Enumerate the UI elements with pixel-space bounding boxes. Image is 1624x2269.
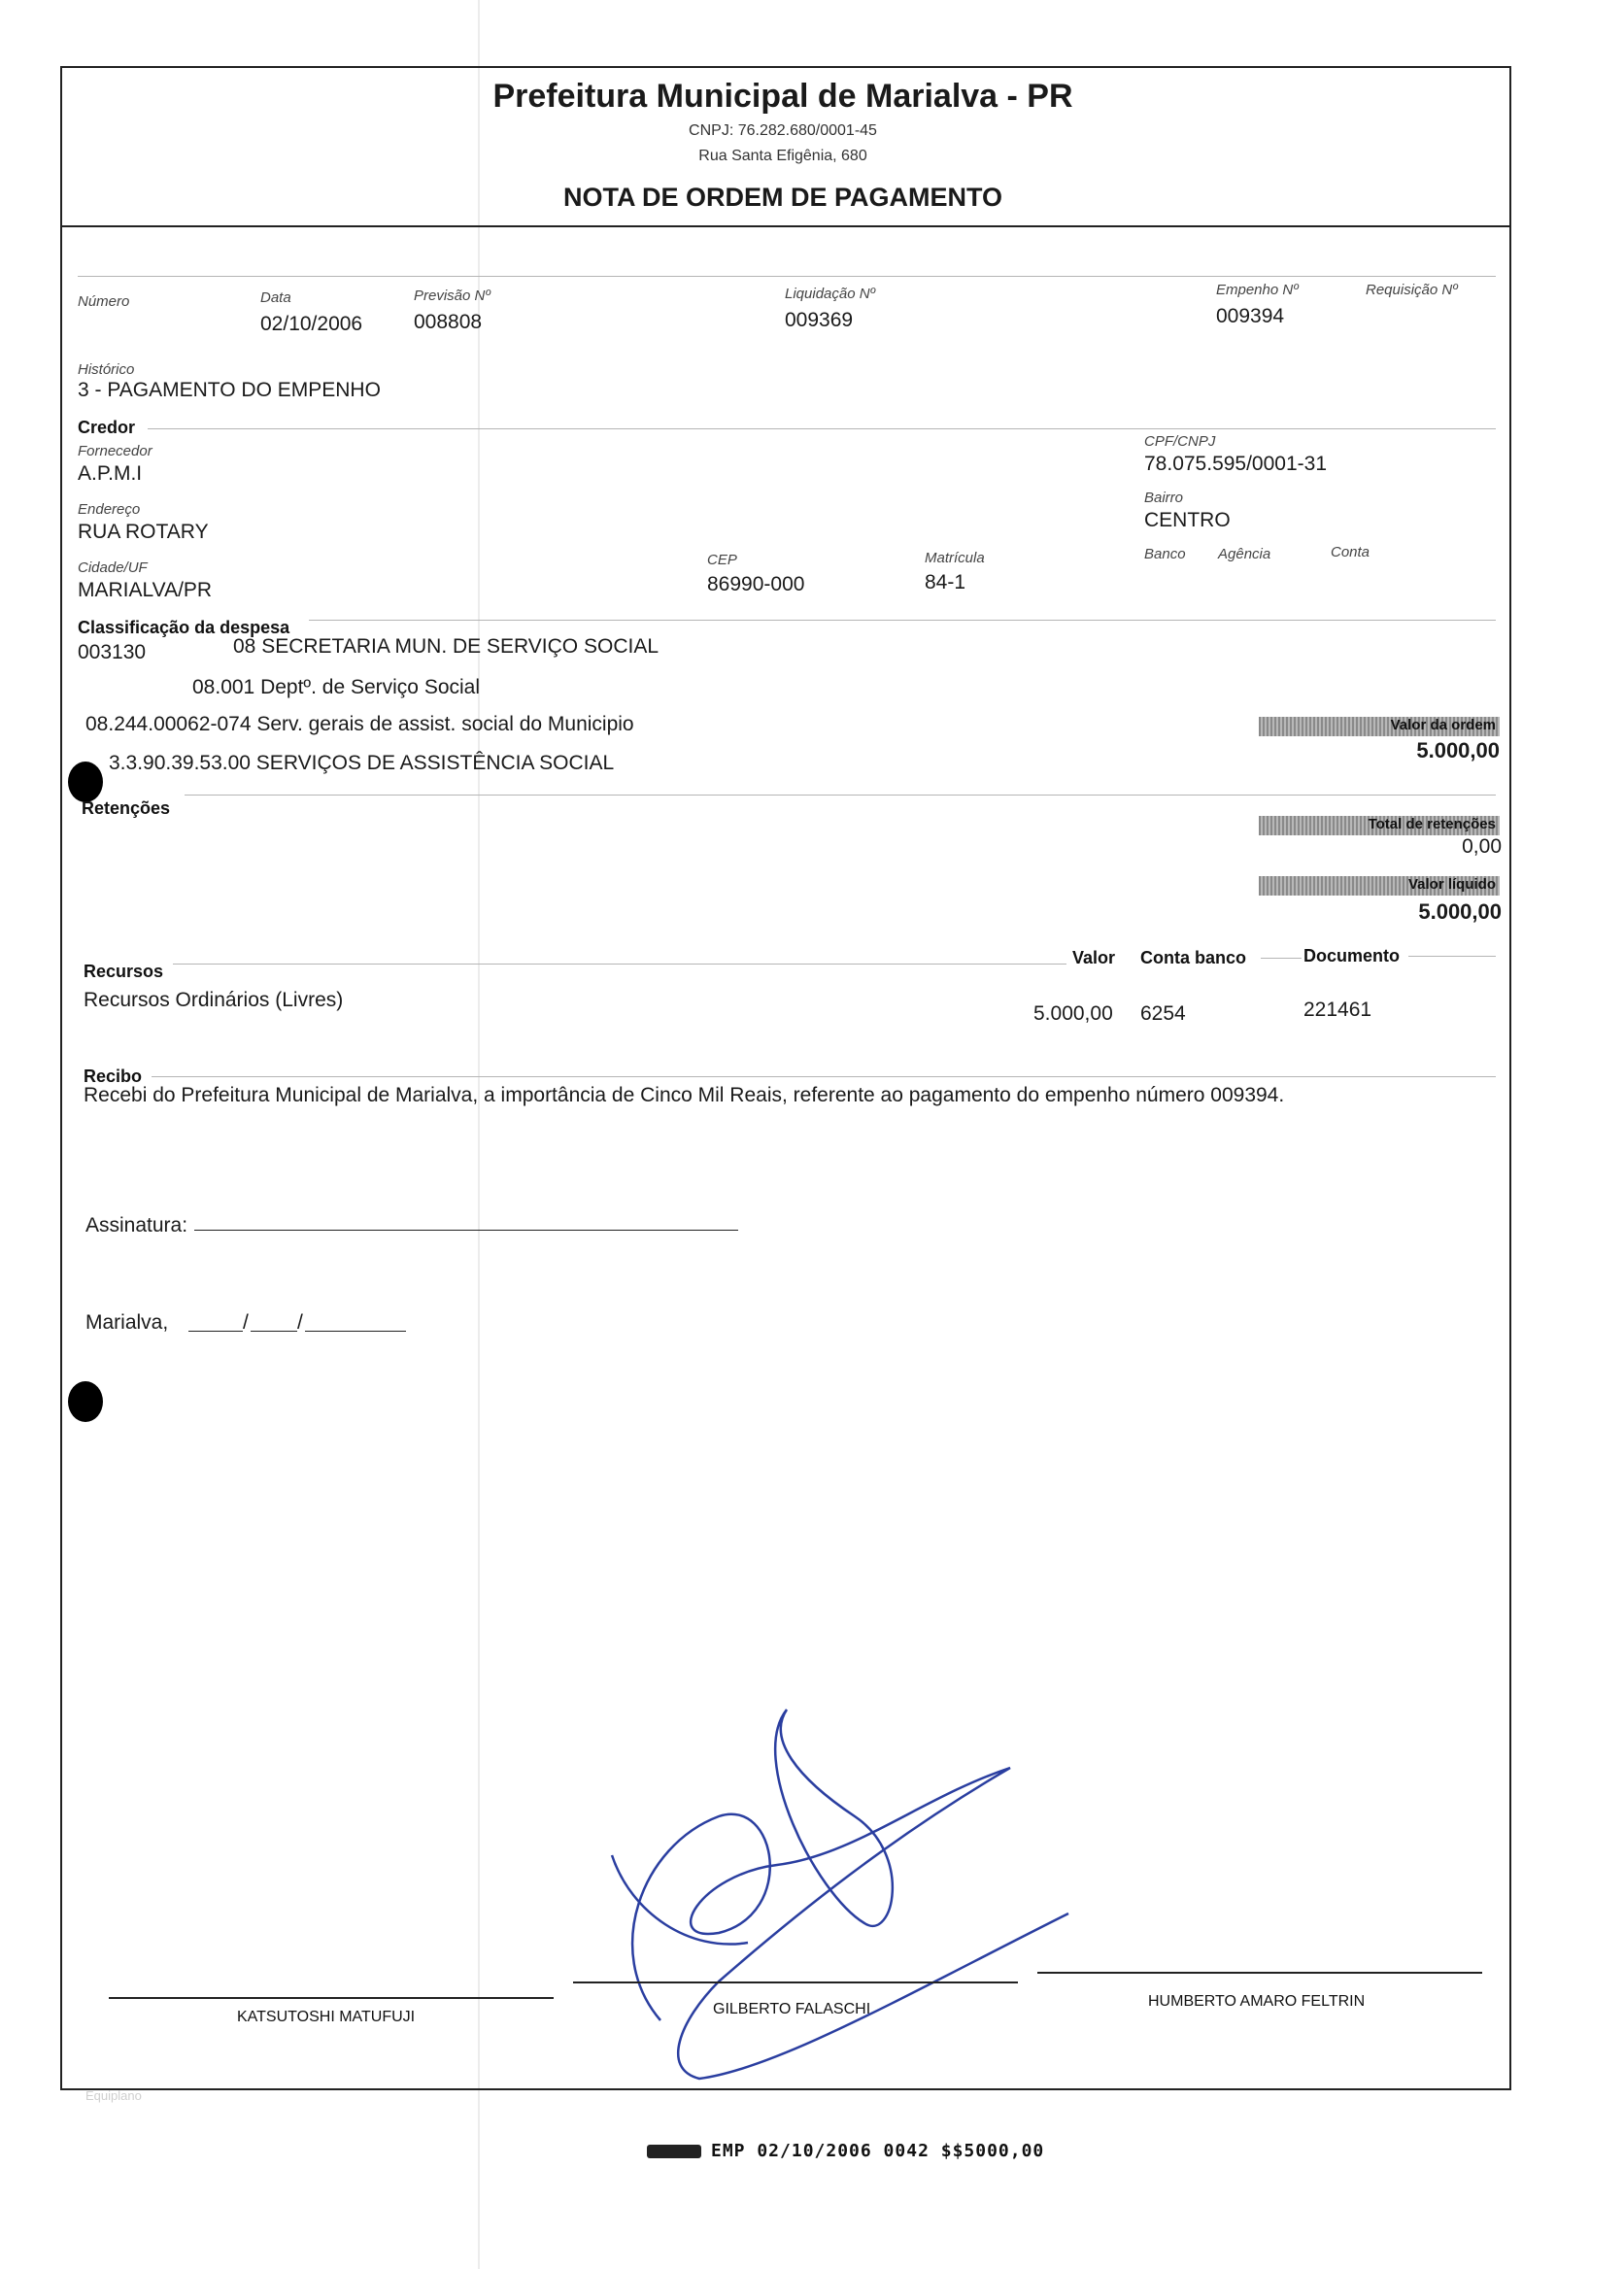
recursos-fonte: Recursos Ordinários (Livres) (84, 989, 344, 1011)
valor-ordem-label-bar (1259, 717, 1500, 736)
bairro-value: CENTRO (1144, 509, 1231, 531)
local-label: Marialva, (85, 1311, 169, 1334)
recursos-conta: 6254 (1140, 1002, 1186, 1025)
recursos-valor: 5.000,00 (1033, 1002, 1113, 1025)
equiplano-watermark: Equiplano (85, 2088, 142, 2103)
signatory-center: GILBERTO FALASCHI (713, 2001, 871, 2017)
liquidacao-value: 009369 (785, 309, 854, 331)
matricula-value: 84-1 (925, 571, 966, 593)
cep-label: CEP (707, 552, 737, 568)
date-day-line (188, 1331, 243, 1332)
cep-value: 86990-000 (707, 573, 805, 595)
header-address: Rua Santa Efigênia, 680 (698, 148, 867, 164)
recursos-divider (173, 964, 1066, 965)
recursos-header-divider-2 (1408, 956, 1496, 957)
recibo-section-title: Recibo (84, 1067, 143, 1086)
cpf-cnpj-label: CPF/CNPJ (1144, 433, 1216, 450)
historico-label: Histórico (78, 361, 135, 378)
classificacao-code: 003130 (78, 641, 147, 663)
matricula-label: Matrícula (925, 550, 985, 566)
conta-label: Conta (1331, 544, 1370, 560)
liquidacao-label: Liquidação Nº (785, 286, 876, 302)
credor-section-title: Credor (78, 418, 136, 437)
date-year-line (305, 1331, 406, 1332)
retencoes-divider (185, 795, 1496, 796)
retencoes-label: Total de retenções (1368, 816, 1496, 832)
elemento-line: 3.3.90.39.53.00 SERVIÇOS DE ASSISTÊNCIA SOCIAL (109, 752, 615, 774)
previsao-value: 008808 (414, 311, 483, 333)
recursos-valor-header: Valor (1072, 948, 1116, 967)
date-slash-1: / (243, 1311, 249, 1334)
classificacao-divider (309, 620, 1496, 621)
fornecedor-label: Fornecedor (78, 443, 152, 459)
requisicao-label: Requisição Nº (1366, 282, 1458, 298)
header-cnpj: CNPJ: 76.282.680/0001-45 (689, 122, 877, 139)
retencoes-label-bar (1259, 816, 1500, 835)
assinatura-label: Assinatura: (85, 1214, 188, 1236)
endereco-value: RUA ROTARY (78, 521, 209, 543)
classificacao-section-title: Classificação da despesa (78, 618, 290, 637)
valor-ordem-value: 5.000,00 (1416, 738, 1500, 762)
previsao-label: Previsão Nº (414, 288, 491, 304)
document-title: NOTA DE ORDEM DE PAGAMENTO (562, 183, 1002, 212)
bairro-label: Bairro (1144, 490, 1184, 506)
handwritten-signature (602, 1700, 1088, 2108)
data-value: 02/10/2006 (260, 313, 363, 335)
stamp-logo-icon (647, 2145, 701, 2158)
empenho-label: Empenho Nº (1216, 282, 1299, 298)
signature-line-center (573, 1981, 1018, 1983)
cpf-cnpj-value: 78.075.595/0001-31 (1144, 453, 1328, 475)
fornecedor-value: A.P.M.I (78, 462, 143, 485)
mechanical-stamp (647, 2141, 1044, 2161)
valor-ordem-label: Valor da ordem (1390, 717, 1496, 733)
punch-hole-mark (68, 762, 103, 802)
credor-divider (148, 428, 1496, 429)
liquido-value: 5.000,00 (1418, 899, 1502, 924)
historico-value: 3 - PAGAMENTO DO EMPENHO (78, 379, 381, 401)
retencoes-section-title: Retenções (82, 798, 171, 818)
recibo-text: Recebi do Prefeitura Municipal de Marialva, a importância de Cinco Mil Reais, referente ao pagamento do empenho número 009394. (84, 1084, 1285, 1106)
date-slash-2: / (297, 1311, 303, 1334)
banco-label: Banco (1144, 546, 1186, 562)
departamento-line: 08.001 Deptº. de Serviço Social (192, 676, 481, 698)
empenho-value: 009394 (1216, 305, 1285, 327)
recursos-documento: 221461 (1303, 999, 1372, 1021)
page-title: Prefeitura Municipal de Marialva - PR (492, 78, 1073, 115)
liquido-label-bar (1259, 876, 1500, 896)
signature-line-left (109, 1997, 554, 1999)
signatory-right: HUMBERTO AMARO FELTRIN (1148, 1993, 1366, 2010)
cidade-value: MARIALVA/PR (78, 579, 213, 601)
retencoes-value: 0,00 (1462, 835, 1502, 858)
numero-label: Número (78, 293, 130, 310)
liquido-label: Valor líquido (1407, 876, 1496, 893)
recursos-documento-header: Documento (1303, 946, 1400, 965)
signature-line-right (1037, 1972, 1482, 1974)
secretaria-line: 08 SECRETARIA MUN. DE SERVIÇO SOCIAL (233, 635, 660, 658)
programa-line: 08.244.00062-074 Serv. gerais de assist. social do Municipio (85, 713, 634, 735)
recursos-header-divider (1261, 958, 1302, 959)
endereco-label: Endereço (78, 501, 141, 518)
stamp-text: EMP 02/10/2006 0042 $$5000,00 (711, 2141, 1045, 2161)
assinatura-line (194, 1230, 738, 1231)
agencia-label: Agência (1218, 546, 1271, 562)
header-divider (60, 225, 1509, 227)
data-label: Data (260, 289, 291, 306)
recursos-section-title: Recursos (84, 962, 164, 981)
recursos-conta-header: Conta banco (1140, 948, 1247, 967)
cidade-label: Cidade/UF (78, 559, 148, 576)
ids-divider (78, 276, 1496, 277)
recibo-divider (152, 1076, 1496, 1077)
date-month-line (251, 1331, 297, 1332)
punch-hole-mark-2 (68, 1381, 103, 1422)
signatory-left: KATSUTOSHI MATUFUJI (237, 2009, 416, 2025)
